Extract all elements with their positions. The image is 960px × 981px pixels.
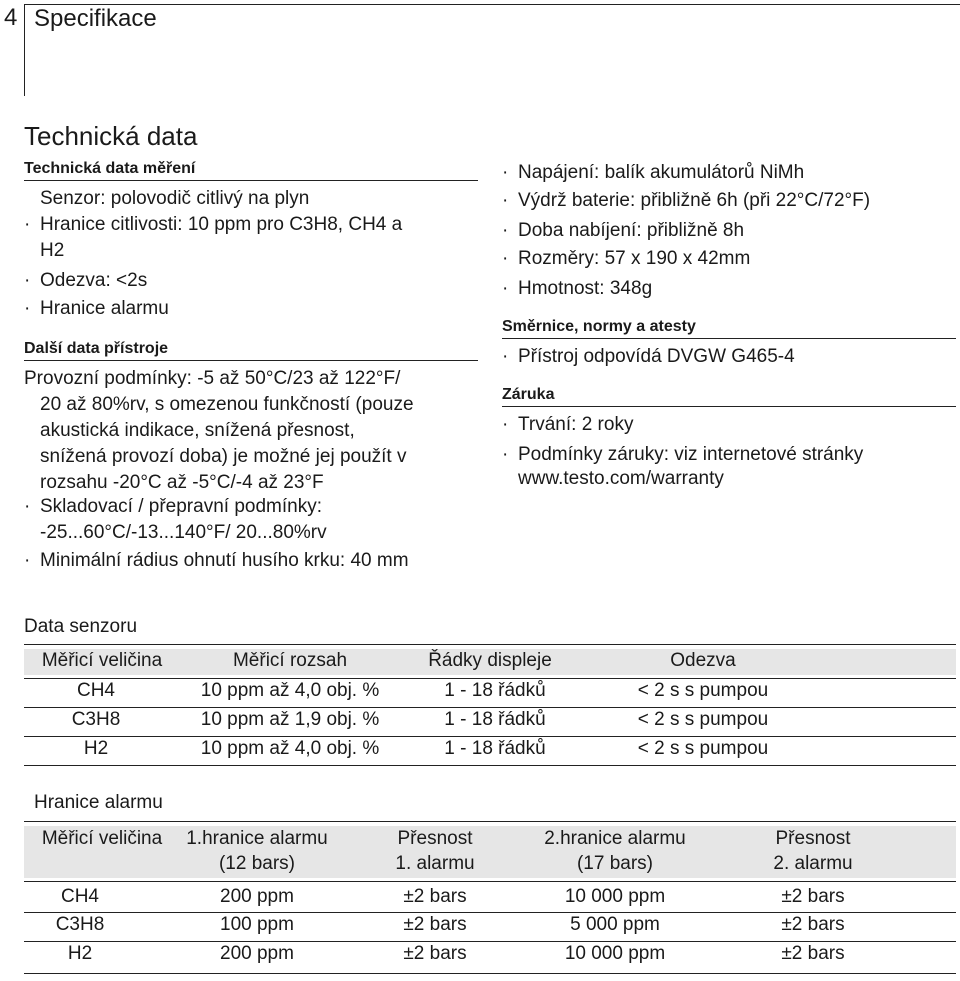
senzor-row1-velicina: CH4 (76, 680, 115, 701)
alarm-row2-presnost2: ±2 bars (781, 914, 845, 935)
alarm-row3-hranice2: 10 000 ppm (564, 943, 666, 964)
bullet-skladovaci: · Skladovací / přepravní podmínky: (40, 494, 322, 520)
bullet-vydrz: · Výdrž baterie: přibližně 6h (při 22°C/72°F) (518, 188, 870, 214)
section-heading-mereni: Technická data měření (24, 160, 478, 181)
alarm-header-hranice1-sub: (12 bars) (218, 853, 296, 874)
provozni-line-2: 20 až 80%rv, s omezenou funkčností (pouze (40, 394, 414, 415)
sensor-text: Senzor: polovodič citlivý na plyn (40, 188, 310, 209)
header-divider-vertical (24, 4, 25, 96)
bullet-citlivost: · Hranice citlivosti: 10 ppm pro C3H8, CH4 a (40, 212, 402, 238)
zaruka-url: www.testo.com/warranty (518, 468, 724, 489)
senzor-header-rozsah: Měřicí rozsah (232, 650, 348, 671)
senzor-table-title: Data senzoru (24, 616, 138, 637)
alarm-row1-presnost1: ±2 bars (403, 886, 467, 907)
provozni-line-4: snížená provozí doba) je možné jej použít v (40, 446, 407, 467)
senzor-row1-rozsah: 10 ppm až 4,0 obj. % (200, 680, 380, 701)
senzor-table-rule (24, 707, 956, 708)
senzor-row3-velicina: H2 (83, 738, 109, 759)
bullet-podminky: · Podmínky záruky: viz internetové stránky (518, 442, 863, 468)
page-number: 4 (4, 4, 18, 31)
main-title: Technická data (24, 121, 198, 151)
bullet-trvani: · Trvání: 2 roky (518, 412, 633, 438)
alarm-table-rule-bottom (24, 973, 956, 974)
provozni-line-3: akustická indikace, snížená přesnost, (40, 420, 355, 441)
alarm-row2-velicina: C3H8 (55, 914, 105, 935)
alarm-row2-hranice1: 100 ppm (220, 914, 294, 935)
senzor-row1-odezva: < 2 s s pumpou (637, 680, 769, 701)
alarm-row3-presnost1: ±2 bars (403, 943, 467, 964)
section-heading-pristroj: Další data přístroje (24, 340, 478, 361)
senzor-header-radky: Řádky displeje (428, 650, 552, 671)
skladovaci-cont: -25...60°C/-13...140°F/ 20...80%rv (40, 522, 327, 543)
alarm-header-presnost1: Přesnost (397, 828, 473, 849)
bullet-hmotnost: · Hmotnost: 348g (518, 276, 652, 302)
bullet-rozmery: · Rozměry: 57 x 190 x 42mm (518, 246, 750, 272)
alarm-header-hranice2-sub: (17 bars) (576, 853, 654, 874)
alarm-table-rule (24, 912, 956, 913)
senzor-row2-odezva: < 2 s s pumpou (637, 709, 769, 730)
senzor-row3-radky: 1 - 18 řádků (444, 738, 546, 759)
alarm-row3-velicina: H2 (67, 943, 93, 964)
section-heading-zaruka: Záruka (502, 386, 956, 407)
senzor-table-rule (24, 678, 956, 679)
alarm-row1-hranice2: 10 000 ppm (564, 886, 666, 907)
alarm-row1-presnost2: ±2 bars (781, 886, 845, 907)
alarm-row3-hranice1: 200 ppm (220, 943, 294, 964)
senzor-row3-rozsah: 10 ppm až 4,0 obj. % (200, 738, 380, 759)
senzor-table-rule-top (24, 644, 956, 645)
alarm-header-hranice1: 1.hranice alarmu (186, 828, 328, 849)
alarm-row1-hranice1: 200 ppm (220, 886, 294, 907)
alarm-header-presnost1-sub: 1. alarmu (395, 853, 475, 874)
senzor-table-rule-bottom (24, 765, 956, 766)
senzor-row2-radky: 1 - 18 řádků (444, 709, 546, 730)
bullet-odezva: · Odezva: <2s (40, 268, 147, 294)
senzor-row1-radky: 1 - 18 řádků (444, 680, 546, 701)
alarm-row3-presnost2: ±2 bars (781, 943, 845, 964)
header-title: Specifikace (34, 5, 157, 32)
senzor-table-rule (24, 736, 956, 737)
senzor-header-velicina: Měřicí veličina (41, 650, 163, 671)
bullet-napajeni: · Napájení: balík akumulátorů NiMh (518, 160, 804, 186)
alarm-table-title: Hranice alarmu (34, 792, 163, 813)
senzor-row2-rozsah: 10 ppm až 1,9 obj. % (200, 709, 380, 730)
header-divider-horizontal (24, 4, 960, 5)
alarm-row1-velicina: CH4 (60, 886, 99, 907)
provozni-line-5: rozsahu -20°C až -5°C/-4 až 23°F (40, 472, 324, 493)
senzor-row2-velicina: C3H8 (71, 709, 121, 730)
alarm-table-rule-top (24, 821, 956, 822)
bullet-citlivost-cont: H2 (40, 240, 65, 261)
bullet-nabijeni: · Doba nabíjení: přibližně 8h (518, 218, 744, 244)
alarm-row2-presnost1: ±2 bars (403, 914, 467, 935)
alarm-table-rule (24, 941, 956, 942)
bullet-hranice: · Hranice alarmu (40, 296, 169, 322)
alarm-header-velicina: Měřicí veličina (41, 828, 163, 849)
bullet-radius: · Minimální rádius ohnutí husího krku: 40 mm (40, 548, 409, 574)
bullet-dvgw: · Přístroj odpovídá DVGW G465-4 (518, 344, 795, 370)
alarm-row2-hranice2: 5 000 ppm (570, 914, 660, 935)
provozni-line-1: Provozní podmínky: -5 až 50°C/23 až 122°F/ (24, 368, 401, 389)
alarm-header-presnost2-sub: 2. alarmu (773, 853, 853, 874)
alarm-header-presnost2: Přesnost (775, 828, 851, 849)
alarm-table-rule (24, 881, 956, 882)
senzor-row3-odezva: < 2 s s pumpou (637, 738, 769, 759)
section-heading-normy: Směrnice, normy a atesty (502, 318, 956, 339)
alarm-header-hranice2: 2.hranice alarmu (544, 828, 686, 849)
senzor-header-odezva: Odezva (670, 650, 736, 671)
